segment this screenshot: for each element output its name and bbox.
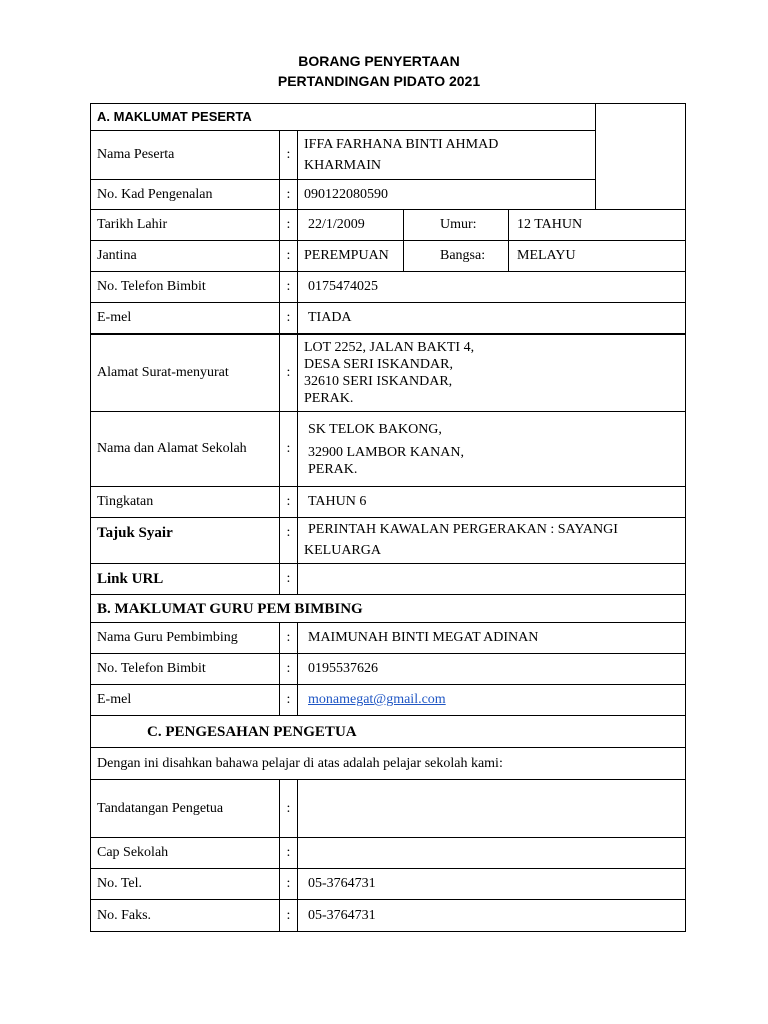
jantina-value: PEREMPUAN (298, 241, 404, 272)
link-url-label: Link URL (91, 564, 280, 595)
guru-colon: : (280, 623, 298, 654)
alamat-label: Alamat Surat-menyurat (91, 335, 280, 412)
signature-field[interactable] (298, 780, 686, 838)
tingkatan-colon: : (280, 487, 298, 518)
ic-colon: : (280, 180, 298, 210)
guru-phone-colon: : (280, 654, 298, 685)
tingkatan-value: TAHUN 6 (298, 487, 686, 518)
tarikh-colon: : (280, 210, 298, 241)
tajuk-line-2: KELUARGA (304, 543, 381, 558)
sekolah-line-3: PERAK. (308, 461, 358, 477)
faks-value: 05-3764731 (298, 900, 686, 932)
tajuk-colon: : (280, 518, 298, 564)
email-label: E-mel (91, 303, 280, 334)
alamat-line-4: PERAK. (304, 391, 354, 406)
phone-label: No. Telefon Bimbit (91, 272, 280, 303)
tajuk-value (298, 518, 686, 564)
tel-label: No. Tel. (91, 869, 280, 900)
guru-value: MAIMUNAH BINTI MEGAT ADINAN (298, 623, 686, 654)
jantina-colon: : (280, 241, 298, 272)
pengesahan-statement: Dengan ini disahkan bahawa pelajar di atas adalah pelajar sekolah kami: (91, 748, 686, 780)
nama-line-2: KHARMAIN (304, 157, 381, 173)
guru-email-colon: : (280, 685, 298, 716)
tarikh-lahir-value: 22/1/2009 (298, 210, 404, 241)
email-colon: : (280, 303, 298, 334)
guru-email-label: E-mel (91, 685, 280, 716)
cap-colon: : (280, 838, 298, 869)
alamat-line-2: DESA SERI ISKANDAR, (304, 357, 453, 372)
email-value: TIADA (298, 303, 686, 334)
nama-peserta-label: Nama Peserta (91, 131, 280, 180)
sekolah-value (298, 412, 686, 487)
sekolah-line-1: SK TELOK BAKONG, (308, 421, 442, 437)
guru-email-link[interactable]: monamegat@gmail.com (308, 692, 446, 707)
faks-colon: : (280, 900, 298, 932)
faks-label: No. Faks. (91, 900, 280, 932)
tel-colon: : (280, 869, 298, 900)
alamat-line-1: LOT 2252, JALAN BAKTI 4, (304, 340, 475, 355)
umur-label: Umur: (404, 210, 509, 241)
tingkatan-label: Tingkatan (91, 487, 280, 518)
phone-value: 0175474025 (298, 272, 686, 303)
signature-label: Tandatangan Pengetua (91, 780, 280, 838)
section-b-heading: B. MAKLUMAT GURU PEM BIMBING (91, 595, 686, 623)
guru-email-cell (298, 685, 686, 716)
sekolah-colon: : (280, 412, 298, 487)
nama-line-1: IFFA FARHANA BINTI AHMAD (304, 136, 499, 152)
tajuk-syair-label: Tajuk Syair (91, 518, 280, 564)
cap-sekolah-label: Cap Sekolah (91, 838, 280, 869)
sekolah-line-2: 32900 LAMBOR KANAN, (308, 444, 464, 460)
guru-phone-label: No. Telefon Bimbit (91, 654, 280, 685)
cap-sekolah-field[interactable] (298, 838, 686, 869)
ic-value: 090122080590 (298, 180, 596, 210)
nama-colon: : (280, 131, 298, 180)
bangsa-label: Bangsa: (404, 241, 509, 272)
link-colon: : (280, 564, 298, 595)
nama-peserta-value (298, 131, 596, 180)
bangsa-value: MELAYU (509, 241, 686, 272)
alamat-line-3: 32610 SERI ISKANDAR, (304, 374, 453, 389)
details-table (90, 334, 686, 932)
guru-phone-value: 0195537626 (298, 654, 686, 685)
sekolah-label: Nama dan Alamat Sekolah (91, 412, 280, 487)
tarikh-lahir-label: Tarikh Lahir (91, 210, 280, 241)
tel-value: 05-3764731 (298, 869, 686, 900)
participant-table (90, 103, 686, 334)
signature-colon: : (280, 780, 298, 838)
alamat-value (298, 335, 686, 412)
ic-label: No. Kad Pengenalan (91, 180, 280, 210)
umur-value: 12 TAHUN (509, 210, 686, 241)
tajuk-line-1: PERINTAH KAWALAN PERGERAKAN : SAYANGI (308, 522, 618, 537)
link-url-value[interactable] (298, 564, 686, 595)
jantina-label: Jantina (91, 241, 280, 272)
form-title: BORANG PENYERTAAN (298, 53, 460, 69)
alamat-colon: : (280, 335, 298, 412)
section-c-heading: C. PENGESAHAN PENGETUA (91, 716, 686, 748)
section-a-heading: A. MAKLUMAT PESERTA (91, 104, 596, 131)
phone-colon: : (280, 272, 298, 303)
form-subtitle: PERTANDINGAN PIDATO 2021 (277, 73, 481, 89)
photo-box (596, 104, 686, 210)
guru-label: Nama Guru Pembimbing (91, 623, 280, 654)
